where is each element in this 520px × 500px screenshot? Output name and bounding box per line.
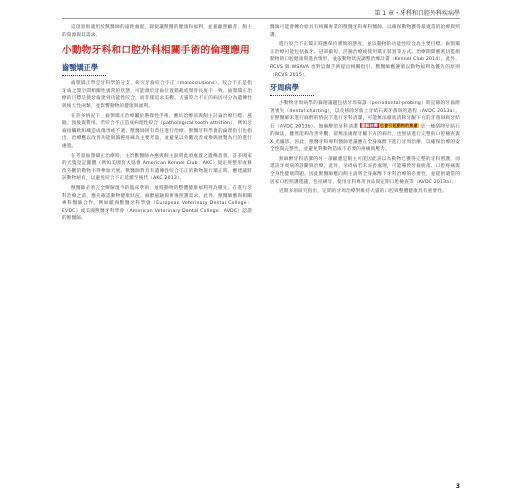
annotation-popup: 也會引起動物的焦慮 — [379, 122, 418, 128]
body-paragraph: 獸醫師必須完全瞭解現今的臨床準則，並將動物的整體健康福利列為優先。在進行牙科治療之前，應先確認動物健康狀況、麻醉風險與術後照護需求。此外，獸醫師應與相關專科醫師合作，例如歐洲獸醫牙科學會（European Veterinary Dental College：EVDC）或美國獸醫牙科學會（American Veterinary Dental College：AVDC）認證的獸醫師。 — [62, 185, 252, 222]
annotation-tag: 圖解註釋 — [361, 122, 378, 128]
subheading-periodontics: 牙周病學 — [270, 83, 314, 96]
body-paragraph: 在考量齒顎矯正治療時，主治獸醫師亦應與飼主說明此項處置之遺傳意義。許多國家的犬隻登記團體（例如美國育犬協會 American Kennel Club：AKC）規定經整形或修改外觀的動物不得參加犬展。獸醫師對具有遺傳性咬合不正的動物施行矯正時，應建議將該動物絕育，以避免咬合不正延續至後代（AKC 2013）。 — [62, 153, 252, 182]
annotation-callout[interactable] — [360, 123, 419, 129]
paragraph-text: 是一種刮除牙結石的做法，雖然能夠改善外觀，卻無法處理牙齦下方的病灶，也無法進行完整的口腔檢查與 X 光攝影。因此，獸醫牙科專科醫師建議應在全身麻醉下進行牙周治療，以確保治療的安全性與完整性，並避免對動物造成不必要的疼痛與壓力。 — [270, 124, 460, 153]
paragraph-text: 小動物牙周病學的倫理議題包括牙周探診（periodontal probing）時記錄的牙齒附著喪失（dental charting），以及移除牙齒上牙結石與牙菌斑的過程（AVDC 2013a）。在獸醫師未進行麻醉的情況下進行牙科清潔，可能無法徹底清除牙齦下方的牙菌斑與牙結石（AVDC 2013b）。無麻醉的牙科清潔 — [270, 101, 460, 130]
right-column — [270, 24, 460, 198]
left-column — [62, 24, 252, 225]
intro-paragraph: 這項原則適用於獸醫師的遠距處置，即使讓獸醫的健康和福利，並兼顧照顧者、飼主的資源與其需求。 — [62, 25, 252, 38]
page-number: 3 — [455, 483, 460, 490]
body-paragraph: 進行咬合不正矯正時應保持審慎的態度，並以動物的功能性咬合為主要目標。齒顎矯正治療可能包括拔牙、冠部截短、活髓治療或使用矯正裝置等方式。治療期間應密切監測動物的口腔健康與進食情形，並依動物狀況調整治療計畫（Kennel Club 2014）。此外，RCVS 與 WSAVA 也對這類手術提出相關指引，獸醫師應遵循以動物福利為優先的原則（RCVS 2015）。 — [270, 42, 460, 78]
body-paragraph: 在許多情況下，齒顎矯正治療屬於選擇性手術，應於治療前與飼主討論治療目標、風險、預後與費用。若咬合不正造成病理性咬合（pathological tooth attrition），例如牙齒接觸軟組織造成傷害或不適，獸醫師則有責任進行治療。獸醫牙科學會的倫理指引也指出，治療應以改善功能與減輕疼痛為主要考量，並避免以外觀改善或參與展覽為目的進行處置。 — [62, 113, 252, 149]
book-page — [62, 6, 460, 490]
body-paragraph: 近期多項研究指出，定期的牙周治療對維持犬貓的口腔與整體健康具有重要性。 — [279, 189, 447, 195]
header-rule — [62, 18, 460, 19]
running-header — [62, 6, 460, 18]
body-paragraph: 齒顎矯正學是牙科學的分支，研究牙齒咬合不正（malocclusions）。咬合不正是指牙齒之間空間相關性異常的狀態，可能源於牙齒位置錯亂或顎骨長度不一致。齒顎矯正治療的目標是使牙齒達到功能性咬合，而非僅追求美觀。犬貓咬合不正的病因可分為遺傳性與後天性兩類，並影響動物的健康與福利。 — [62, 81, 252, 109]
subheading-orthodontics: 齒顎矯正學 — [62, 63, 106, 76]
body-paragraph: 無麻醉牙科清潔的另一項顧慮是飼主可能因此誤以為動物已獲得完整的牙科照護，而延誤牙周病的診斷與治療。此外，牙周病若未妥善處理，可能導致牙齒脫落、口腔疼痛與全身性健康問題。因此獸醫師應向飼主說明全身麻醉下牙科治療的必要性，並提供適當的居家口腔照護建議，包括刷牙、使用牙科專用食品與定期口腔檢查等（AVDC 2013a）。 — [270, 156, 460, 185]
section-title: 小動物牙科和口腔外科相關手術的倫理應用 — [62, 45, 250, 57]
header-text: 第 1 章・牙科和口腔外科疾病學 — [374, 10, 460, 17]
body-paragraph: 醫師可能會轉介給具有相關專業的獸醫牙科專科醫師，以確保動物獲得最適當的治療與照護。 — [270, 25, 460, 38]
body-paragraph — [270, 100, 460, 154]
